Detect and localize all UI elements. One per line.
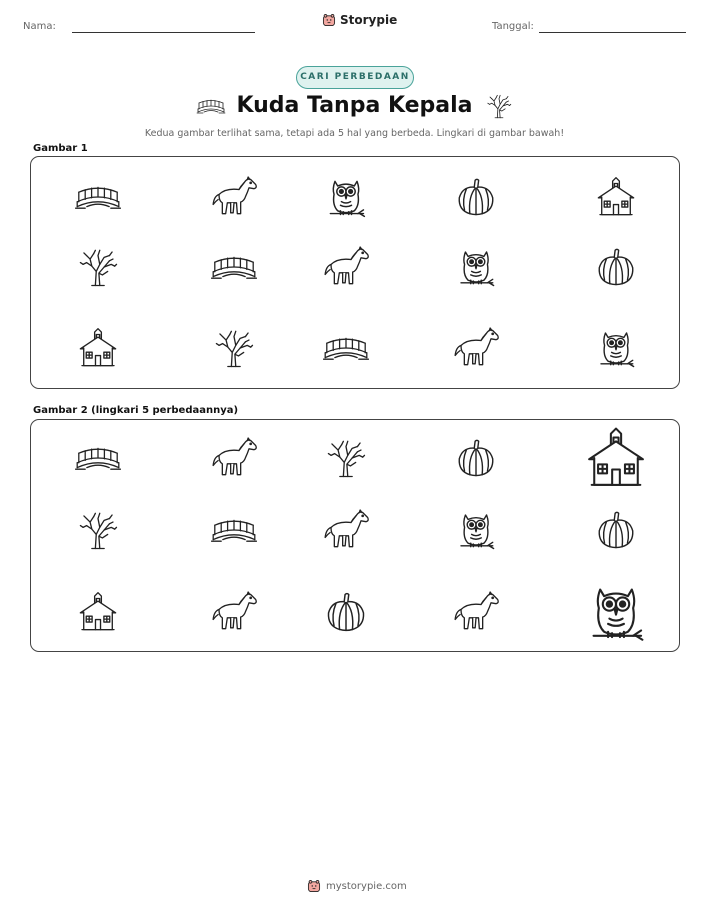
date-label: Tanggal: (492, 21, 534, 32)
horse-icon[interactable] (209, 433, 259, 483)
owl-icon (454, 245, 498, 289)
schoolhouse-icon[interactable] (77, 591, 119, 633)
date-field[interactable] (539, 32, 686, 33)
owl-icon (594, 326, 638, 370)
schoolhouse-icon[interactable] (584, 426, 648, 490)
tree-icon (484, 92, 514, 120)
pumpkin-icon (454, 175, 498, 219)
name-label: Nama: (23, 21, 56, 32)
footer-url: mystorypie.com (326, 880, 407, 892)
horse-icon[interactable] (321, 505, 371, 555)
bridge-icon (322, 324, 370, 372)
pumpkin-icon[interactable] (323, 589, 369, 635)
category-badge: CARI PERBEDAAN (296, 66, 414, 89)
owl-icon (323, 174, 369, 220)
horse-icon[interactable] (451, 587, 501, 637)
tree-icon[interactable] (324, 436, 368, 480)
bridge-icon (74, 173, 122, 221)
horse-icon (321, 242, 371, 292)
storypie-logo-icon (307, 879, 321, 893)
horse-icon (209, 172, 259, 222)
horse-icon[interactable] (209, 587, 259, 637)
section-1-label: Gambar 1 (33, 143, 88, 154)
page-title: Kuda Tanpa Kepala (236, 93, 473, 118)
bridge-icon[interactable] (74, 434, 122, 482)
schoolhouse-icon (77, 327, 119, 369)
instructions: Kedua gambar terlihat sama, tetapi ada 5 hal yang berbeda. Lingkari di gambar bawah! (144, 128, 565, 139)
horse-icon (451, 323, 501, 373)
footer (307, 879, 407, 893)
bridge-icon (210, 243, 258, 291)
schoolhouse-icon (595, 176, 637, 218)
brand (322, 13, 397, 27)
pumpkin-icon (594, 245, 638, 289)
owl-icon[interactable] (583, 579, 649, 645)
storypie-logo-icon (322, 13, 336, 27)
bridge-icon[interactable] (210, 506, 258, 554)
name-field[interactable] (72, 32, 255, 33)
brand-name: Storypie (340, 13, 398, 27)
worksheet-header (0, 0, 709, 50)
tree-icon[interactable] (76, 508, 120, 552)
tree-icon (76, 245, 120, 289)
pumpkin-icon[interactable] (594, 508, 638, 552)
tree-icon (212, 326, 256, 370)
owl-icon[interactable] (454, 508, 498, 552)
pumpkin-icon[interactable] (454, 436, 498, 480)
section-2-label: Gambar 2 (lingkari 5 perbedaannya) (33, 405, 239, 416)
